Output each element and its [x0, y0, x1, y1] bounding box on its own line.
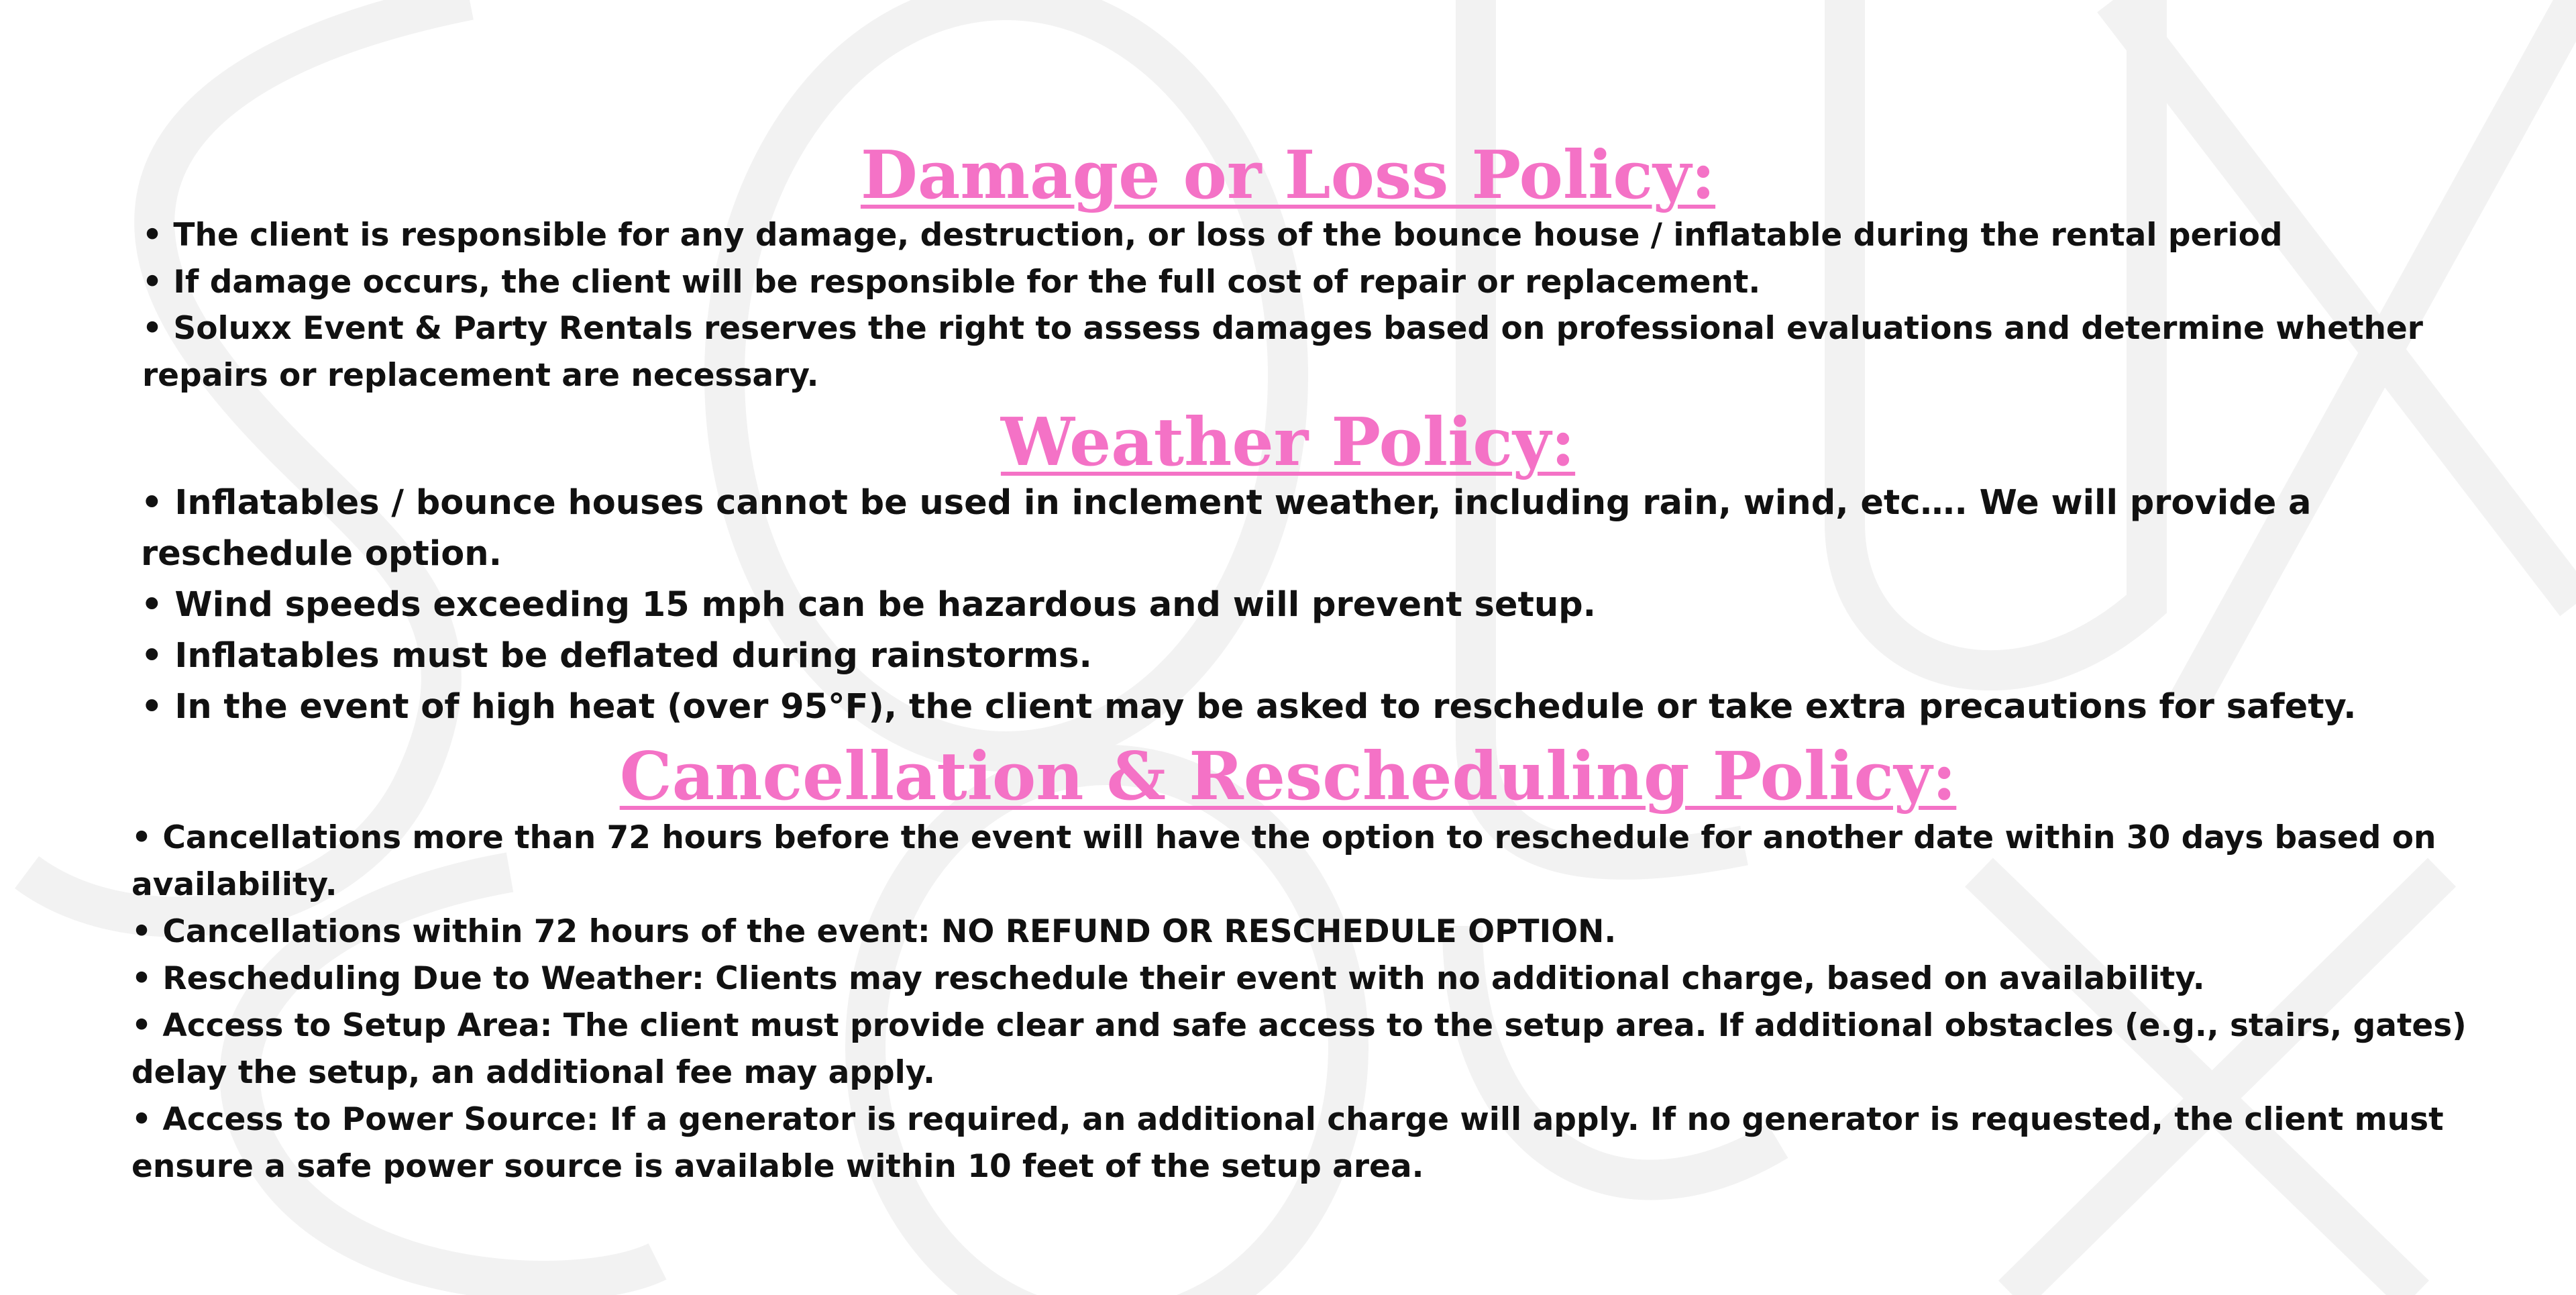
damage-policy-list [142, 212, 2436, 399]
damage-policy-heading: Damage or Loss Policy: [860, 137, 1716, 214]
list-item: • Access to Power Source: If a generator is required, an additional charge will apply. If no generator is requested, the client must ensure a safe power source is available within 10 feet of the setup area. [131, 1101, 2444, 1185]
list-item: • If damage occurs, the client will be responsible for the full cost of repair or replacement. [142, 263, 1761, 301]
list-item: • Access to Setup Area: The client must provide clear and safe access to the setup area. If additional obstacles (e.g., stairs, gates) delay the setup, an additional fee may apply. [131, 1007, 2467, 1091]
list-item: • Inflatables / bounce houses cannot be used in inclement weather, including rain, wind, etc…. We will provide a reschedule option. [141, 483, 2312, 574]
list-item: • Cancellations within 72 hours of the event: NO REFUND OR RESCHEDULE OPTION. [131, 913, 1617, 950]
list-item: • Inflatables must be deflated during rainstorms. [141, 636, 1092, 676]
list-item: • Cancellations more than 72 hours before the event will have the option to reschedule for another date within 30 days based on availability. [131, 819, 2436, 903]
weather-policy-list [141, 478, 2435, 733]
list-item: • Soluxx Event & Party Rentals reserves the right to assess damages based on professional evaluations and determine whether repairs or replacement are necessary. [142, 310, 2423, 394]
cancellation-policy-heading: Cancellation & Rescheduling Policy: [619, 738, 1957, 815]
list-item: • Wind speeds exceeding 15 mph can be hazardous and will prevent setup. [141, 585, 1597, 625]
list-item: • Rescheduling Due to Weather: Clients may reschedule their event with no additional charge, based on availability. [131, 960, 2205, 997]
list-item: • The client is responsible for any damage, destruction, or loss of the bounce house / inflatable during the rental period [142, 217, 2283, 254]
weather-policy-heading: Weather Policy: [1000, 404, 1576, 481]
cancellation-policy-list [131, 815, 2493, 1190]
list-item: • In the event of high heat (over 95°F), the client may be asked to reschedule or take extra precautions for safety. [141, 687, 2357, 727]
